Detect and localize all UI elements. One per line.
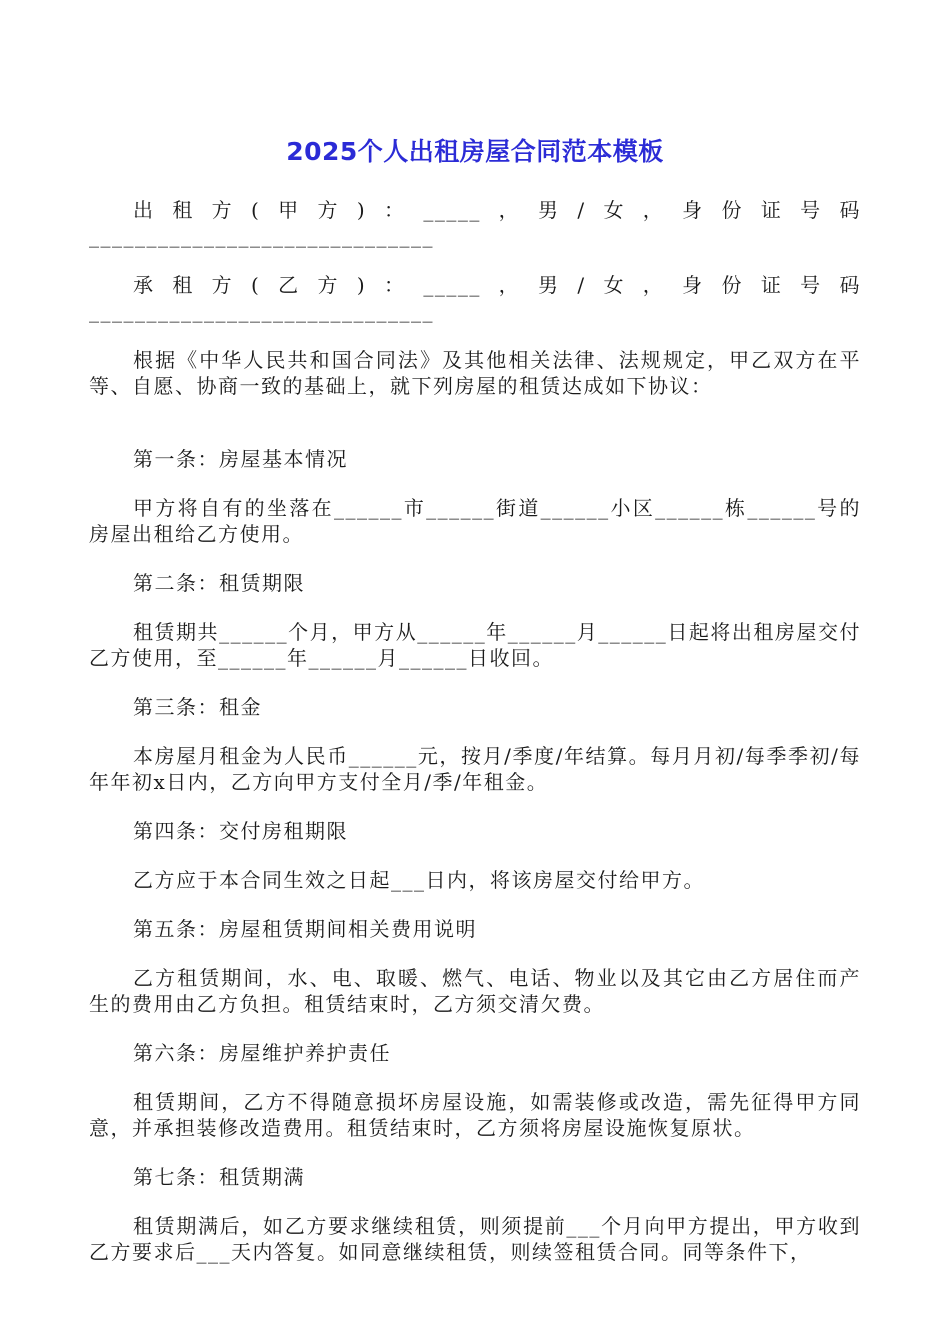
article-7-heading: 第七条：租赁期满 — [133, 1165, 305, 1189]
article-1-text: 甲方将自有的坐落在______市______街道______小区______栋______号的房屋出租给乙方使用。 — [89, 496, 861, 546]
article-4-text: 乙方应于本合同生效之日起___日内，将该房屋交付给甲方。 — [133, 868, 705, 892]
article-5-heading: 第五条：房屋租赁期间相关费用说明 — [133, 917, 477, 941]
article-4-heading: 第四条：交付房租期限 — [133, 819, 348, 843]
document-body — [89, 197, 861, 1288]
document-title: 2025个人出租房屋合同范本模板 — [286, 137, 664, 166]
article-3-heading: 第三条：租金 — [133, 695, 262, 719]
lessee-line: 承租方(乙方)：_____，男/女，身份证号码______________________________ — [89, 273, 861, 323]
article-6-text: 租赁期间，乙方不得随意损坏房屋设施，如需装修或改造，需先征得甲方同意，并承担装修改造费用。租赁结束时，乙方须将房屋设施恢复原状。 — [89, 1090, 861, 1140]
article-1-heading: 第一条：房屋基本情况 — [133, 447, 348, 471]
article-2-heading: 第二条：租赁期限 — [133, 571, 305, 595]
article-6-heading: 第六条：房屋维护养护责任 — [133, 1041, 391, 1065]
article-5-text: 乙方租赁期间，水、电、取暖、燃气、电话、物业以及其它由乙方居住而产生的费用由乙方负担。租赁结束时，乙方须交清欠费。 — [89, 966, 861, 1016]
article-7-text: 租赁期满后，如乙方要求继续租赁，则须提前___个月向甲方提出，甲方收到乙方要求后___天内答复。如同意继续租赁，则续签租赁合同。同等条件下， — [89, 1214, 861, 1264]
lessor-line: 出租方(甲方)：_____，男/女，身份证号码______________________________ — [89, 198, 861, 248]
article-3-text: 本房屋月租金为人民币______元，按月/季度/年结算。每月月初/每季季初/每年年初x日内，乙方向甲方支付全月/季/年租金。 — [89, 744, 861, 794]
preamble-paragraph: 根据《中华人民共和国合同法》及其他相关法律、法规规定，甲乙双方在平等、自愿、协商一致的基础上，就下列房屋的租赁达成如下协议： — [89, 348, 861, 398]
article-2-text: 租赁期共______个月，甲方从______年______月______日起将出租房屋交付乙方使用，至______年______月______日收回。 — [89, 620, 861, 670]
